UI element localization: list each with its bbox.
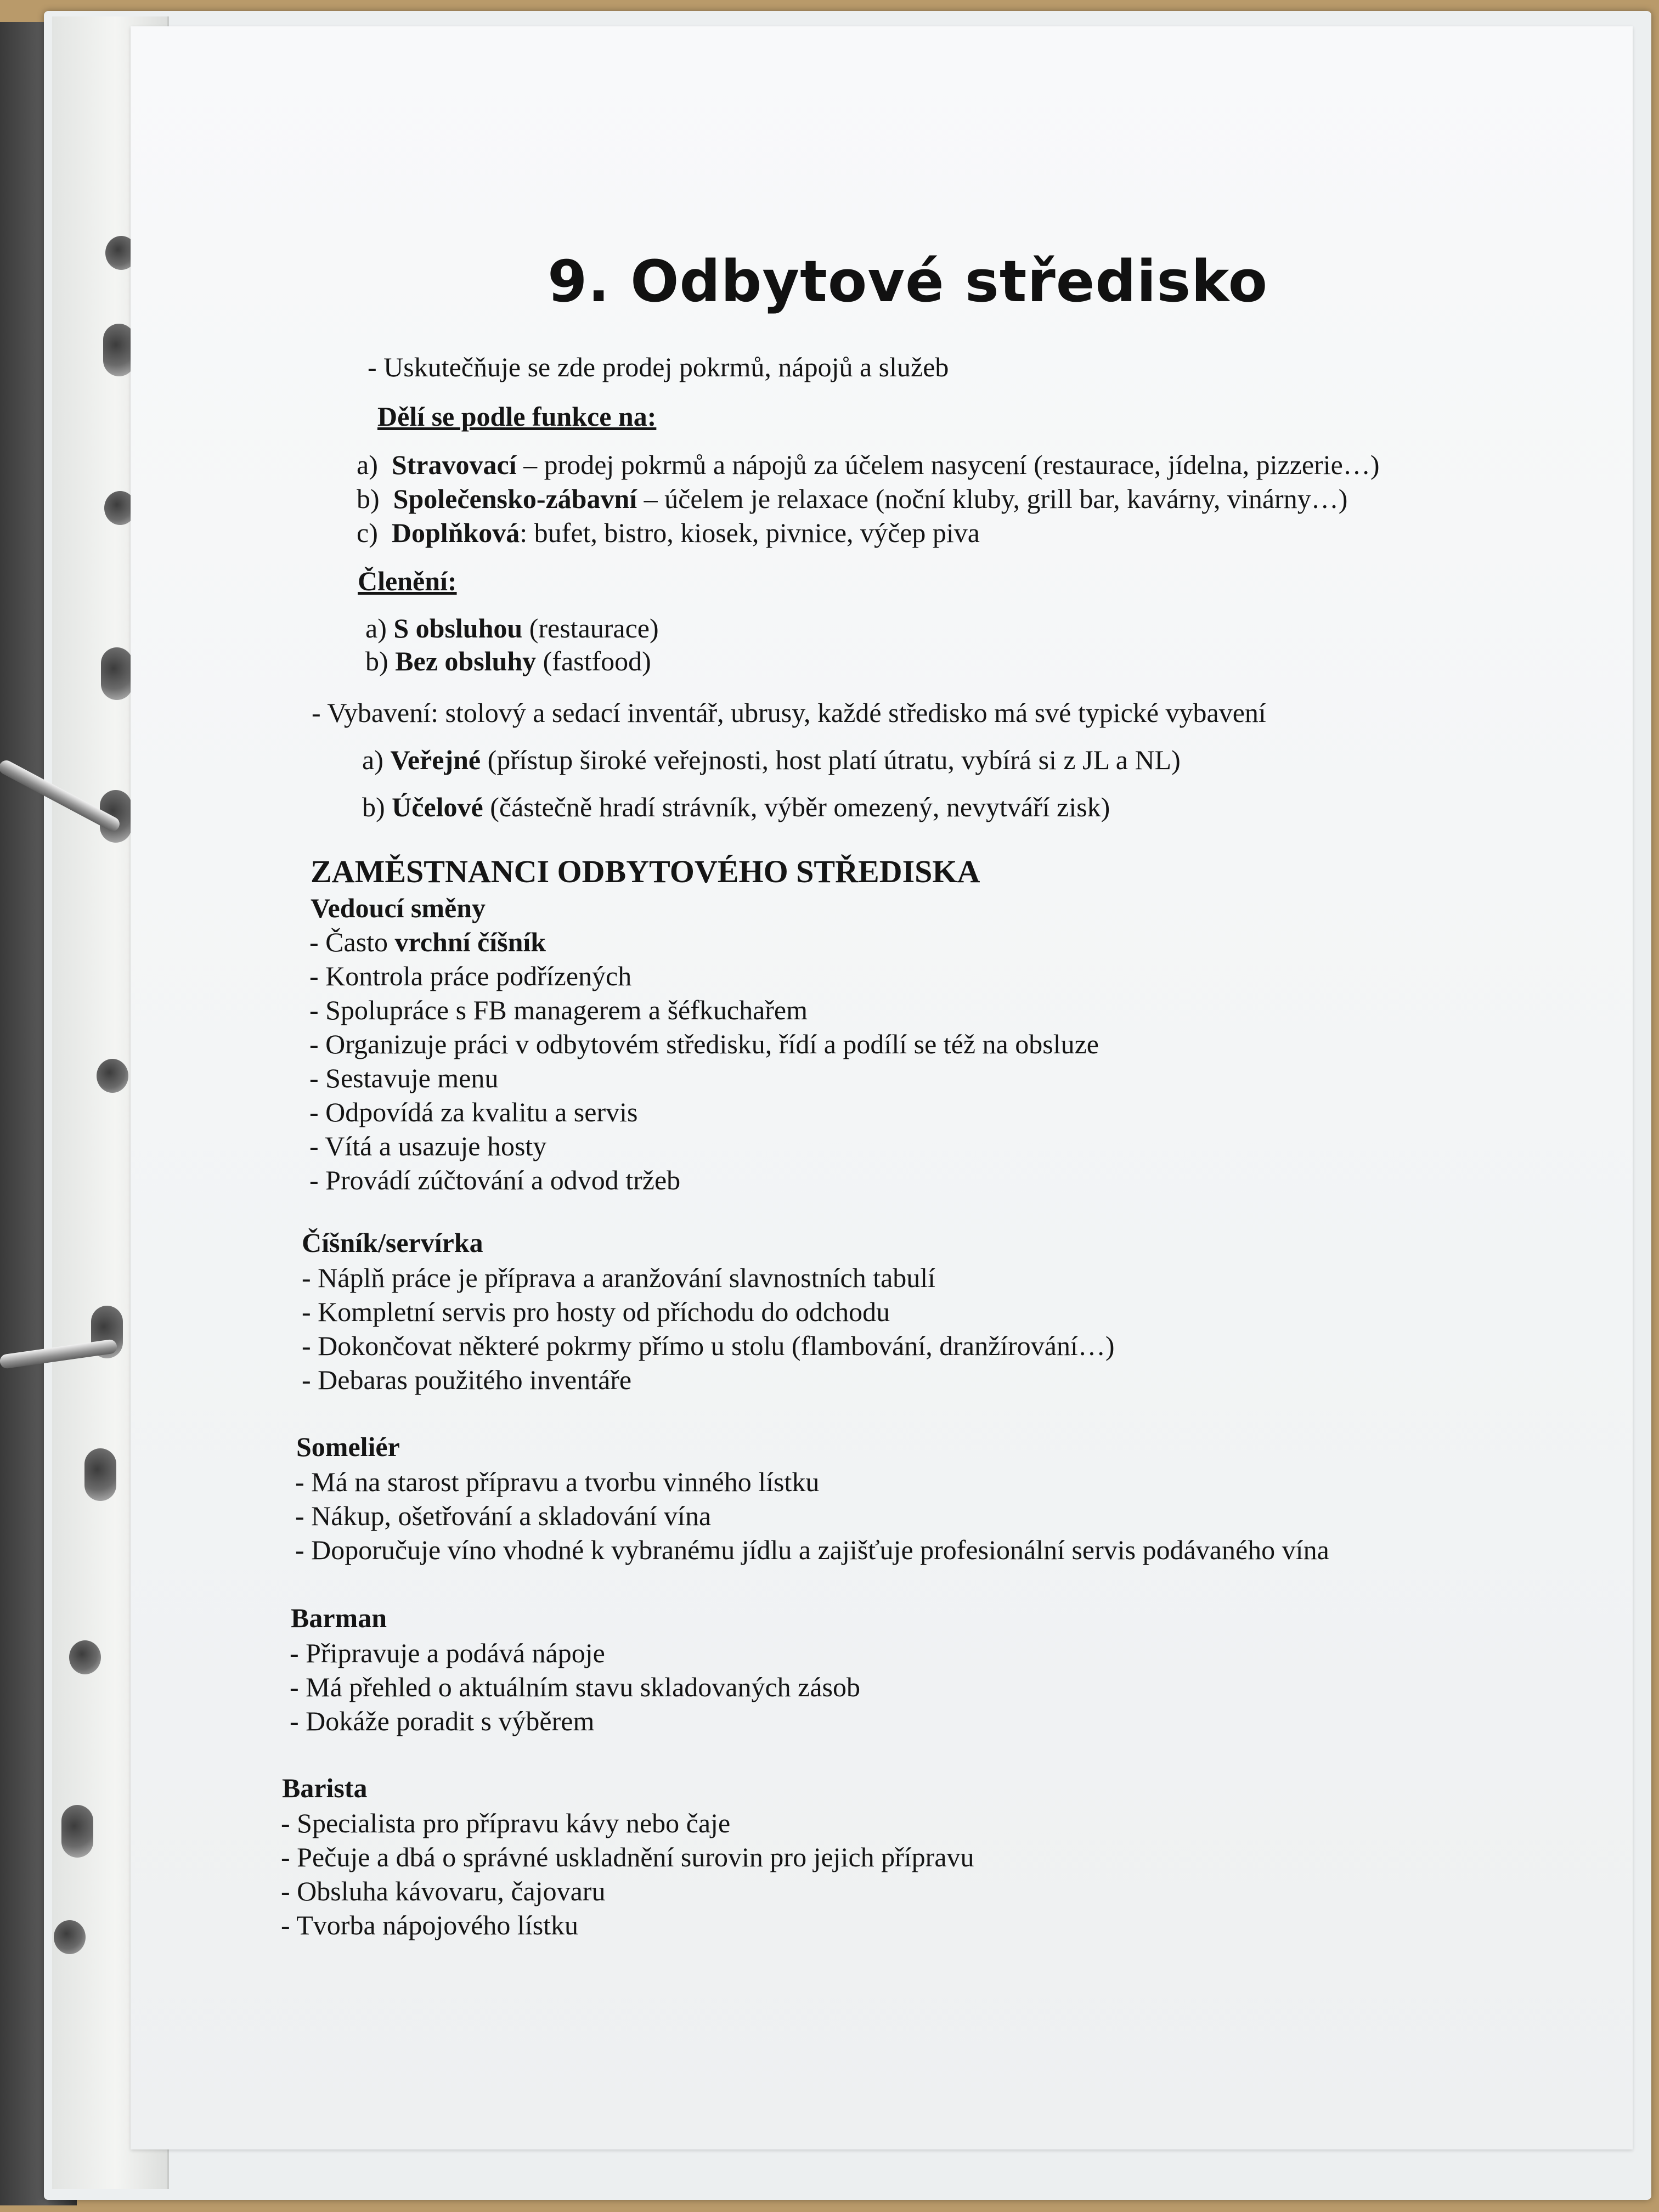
vybaveni-item <box>362 790 1110 824</box>
punch-hole <box>61 1805 93 1858</box>
item-marker: c) <box>357 517 378 548</box>
item-marker: a) <box>365 613 387 644</box>
role-line: - Dokončovat některé pokrmy přímo u stolu (flambování, dranžírování…) <box>302 1330 1115 1361</box>
role-line: - Kontrola práce podřízených <box>309 961 632 991</box>
role-line: - Náplň práce je příprava a aranžování slavnostních tabulí <box>302 1262 936 1293</box>
role-line: - Spolupráce s FB managerem a šéfkuchařem <box>309 995 808 1025</box>
vybaveni-line: - Vybavení: stolový a sedací inventář, ubrusy, každé středisko má své typické vybavení <box>312 697 1266 728</box>
item-text: (fastfood) <box>536 646 651 676</box>
item-text: – prodej pokrmů a nápojů za účelem nasycení (restaurace, jídelna, pizzerie…) <box>516 449 1380 480</box>
role-line: - Nákup, ošetřování a skladování vína <box>295 1500 712 1531</box>
role-line: - Kompletní servis pro hosty od příchodu do odchodu <box>302 1296 890 1327</box>
role-line: - Má přehled o aktuálním stavu skladovaných zásob <box>290 1672 860 1702</box>
role-title: Vedoucí směny <box>311 893 486 923</box>
item-term: Stravovací <box>391 449 517 480</box>
division-item <box>357 482 1347 516</box>
division-item <box>357 448 1379 482</box>
role-line-bold: vrchní číšník <box>394 927 546 957</box>
role-line-prefix: - Často <box>309 927 395 957</box>
item-term: Bez obsluhy <box>395 646 537 676</box>
item-term: S obsluhou <box>393 613 523 644</box>
page-title: 9. Odbytové středisko <box>548 248 1268 315</box>
division-heading: Dělí se podle funkce na: <box>377 401 657 432</box>
punch-hole <box>54 1920 86 1954</box>
role-line: - Obsluha kávovaru, čajovaru <box>281 1876 606 1906</box>
role-line: - Dokáže poradit s výběrem <box>290 1706 595 1736</box>
role-line: - Debaras použitého inventáře <box>302 1364 632 1395</box>
role-line: - Specialista pro přípravu kávy nebo čaje <box>281 1808 731 1838</box>
item-term: Společensko-zábavní <box>393 483 637 514</box>
punch-hole <box>101 647 133 700</box>
item-marker: a) <box>362 744 383 775</box>
punch-hole <box>84 1448 116 1501</box>
item-text: (částečně hradí strávník, výběr omezený, nevytváří zisk) <box>483 792 1110 822</box>
role-line: - Doporučuje víno vhodné k vybranému jídlu a zajišťuje profesionální servis podávaného vína <box>295 1534 1329 1565</box>
role-line: - Pečuje a dbá o správné uskladnění surovin pro jejich přípravu <box>281 1842 974 1872</box>
role-line: - Vítá a usazuje hosty <box>309 1131 547 1161</box>
item-term: Účelové <box>392 792 483 822</box>
clenen-item <box>365 644 651 678</box>
division-item <box>357 516 980 550</box>
item-marker: b) <box>365 646 388 676</box>
role-line: - Provádí zúčtování a odvod tržeb <box>309 1165 681 1195</box>
item-marker: a) <box>357 449 378 480</box>
punch-hole <box>97 1059 128 1093</box>
item-term: Veřejné <box>390 744 481 775</box>
role-line: - Připravuje a podává nápoje <box>290 1638 605 1668</box>
role-title: Číšník/servírka <box>302 1227 483 1258</box>
role-title: Barman <box>291 1602 387 1633</box>
item-text: : bufet, bistro, kiosek, pivnice, výčep piva <box>520 517 980 548</box>
item-text: (přístup široké veřejnosti, host platí útratu, vybírá si z JL a NL) <box>481 744 1181 775</box>
clenen-item <box>365 611 659 645</box>
item-text: – účelem je relaxace (noční kluby, grill bar, kavárny, vinárny…) <box>637 483 1348 514</box>
vybaveni-item <box>362 743 1181 777</box>
role-line: - Sestavuje menu <box>309 1063 499 1093</box>
role-line: - Odpovídá za kvalitu a servis <box>309 1097 638 1127</box>
clenen-heading: Členění: <box>358 566 457 596</box>
role-title: Barista <box>282 1773 368 1803</box>
intro-line: - Uskutečňuje se zde prodej pokrmů, nápojů a služeb <box>368 352 949 382</box>
role-line <box>309 925 546 959</box>
document-content <box>131 26 1633 2149</box>
staff-heading: ZAMĚSTNANCI ODBYTOVÉHO STŘEDISKA <box>311 854 980 889</box>
item-text: (restaurace) <box>522 613 659 644</box>
role-line: - Má na starost přípravu a tvorbu vinného lístku <box>295 1466 820 1497</box>
role-title: Someliér <box>296 1431 400 1462</box>
item-marker: b) <box>362 792 385 822</box>
item-term: Doplňková <box>391 517 520 548</box>
role-line: - Tvorba nápojového lístku <box>281 1910 579 1940</box>
item-marker: b) <box>357 483 380 514</box>
document-page <box>131 26 1633 2149</box>
punch-hole <box>69 1640 101 1674</box>
role-line: - Organizuje práci v odbytovém středisku, řídí a podílí se též na obsluze <box>309 1029 1099 1059</box>
